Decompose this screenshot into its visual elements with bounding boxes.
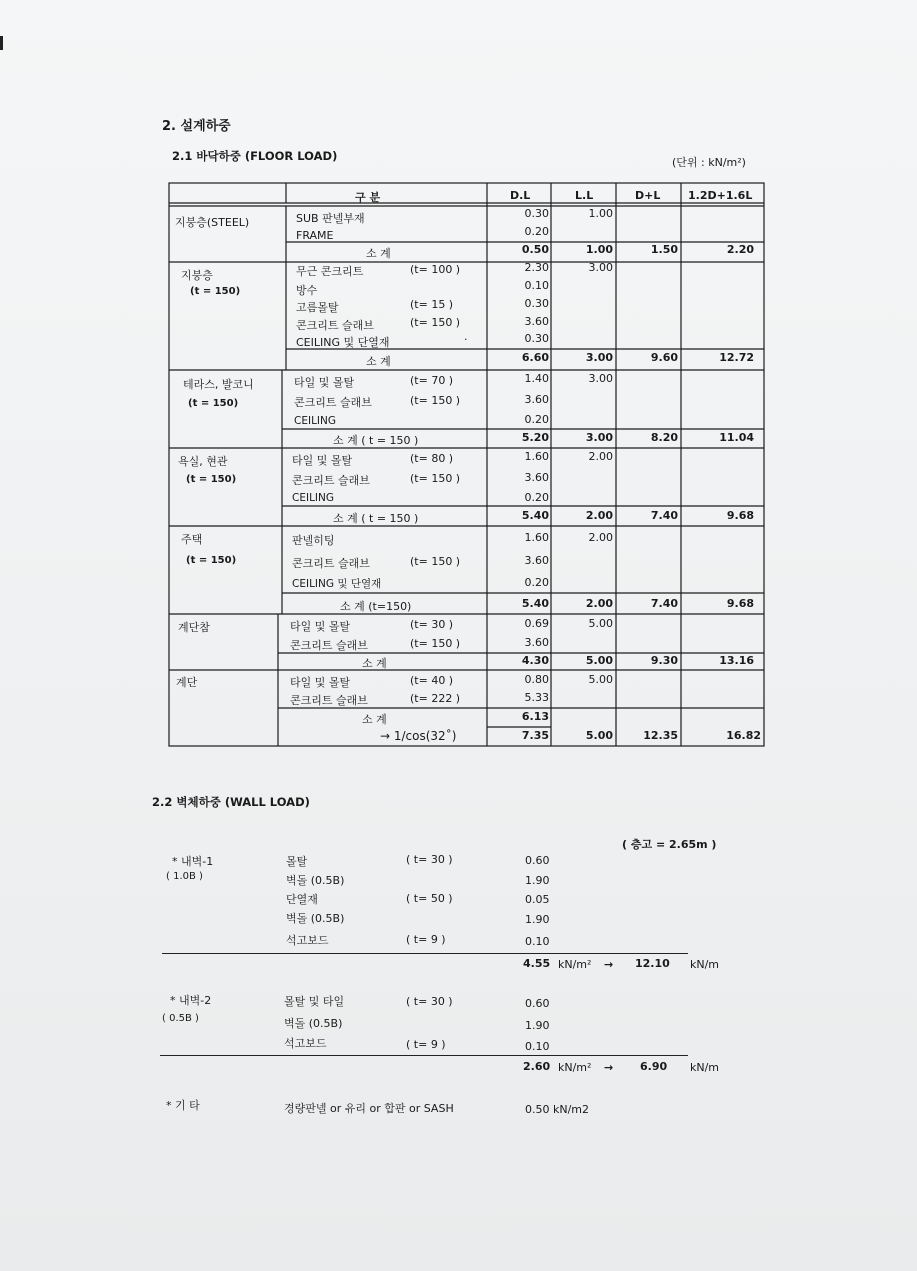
group-sub: (t = 150) — [186, 474, 237, 485]
subtotal-label: 소 계 ( t = 150 ) — [333, 512, 419, 525]
group-sub: (t = 150) — [190, 286, 241, 297]
layer-name: 석고보드 — [286, 934, 329, 947]
subtotal-factored: 16.82 — [726, 729, 761, 742]
item-thickness: (t= 150 ) — [410, 555, 461, 568]
item-name: 무근 콘크리트 — [296, 265, 364, 278]
subtotal-factored: 12.72 — [719, 351, 754, 364]
item-dl: 3.60 — [524, 393, 549, 406]
layer-name: 벽돌 (0.5B) — [286, 874, 345, 887]
wall-result: 6.90 — [640, 1060, 668, 1073]
item-name: CEILING 및 단열재 — [296, 336, 390, 349]
layer-value: 0.60 — [525, 854, 550, 867]
header-ll: L.L — [575, 189, 594, 202]
arrow-icon: → — [604, 958, 614, 971]
wall-sub: ( 0.5B ) — [162, 1013, 199, 1024]
group-sub: (t = 150) — [188, 398, 239, 409]
item-dl: 0.30 — [524, 297, 549, 310]
item-dl: 3.60 — [524, 471, 549, 484]
item-ll: 2.00 — [588, 450, 613, 463]
subtotal-factored: 11.04 — [719, 431, 754, 444]
item-dl: 5.33 — [524, 691, 549, 704]
item-dl: 0.30 — [524, 332, 549, 345]
item-dl: 1.60 — [524, 450, 549, 463]
subtotal-label: 소 계 — [362, 657, 387, 670]
layer-value: 0.60 — [525, 997, 550, 1010]
subtotal-label: 소 계 — [366, 355, 391, 368]
item-name: 고름몰탈 — [296, 301, 339, 314]
item-ll: 1.00 — [588, 207, 613, 220]
layer-name: 석고보드 — [284, 1037, 327, 1050]
subtotal-dl: 6.60 — [521, 351, 549, 364]
item-name: 방수 — [296, 284, 318, 297]
group-name: 지붕층 — [181, 269, 213, 282]
item-dl: 0.30 — [524, 207, 549, 220]
subtotal-ll: 5.00 — [585, 654, 613, 667]
item-ll: 3.00 — [588, 372, 613, 385]
subtotal-dl: 7.35 — [521, 729, 549, 742]
subtotal-dl: 5.40 — [521, 597, 549, 610]
item-thickness: (t= 150 ) — [410, 394, 461, 407]
layer-value: 1.90 — [525, 874, 550, 887]
item-thickness: (t= 150 ) — [410, 316, 461, 329]
item-name: 타일 및 몰탈 — [290, 620, 351, 633]
subtotal-dpl: 9.30 — [650, 654, 678, 667]
layer-name: 몰탈 — [286, 855, 308, 868]
subtotal-label: 소 계 — [362, 713, 387, 726]
item-name: FRAME — [296, 229, 334, 242]
item-dl: 1.40 — [524, 372, 549, 385]
subtotal-ll: 2.00 — [585, 597, 613, 610]
item-dl: 0.69 — [524, 617, 549, 630]
subtotal-label: 소 계 — [366, 247, 391, 260]
wall-sub: ( 1.0B ) — [166, 871, 203, 882]
subtotal-factored: 13.16 — [719, 654, 754, 667]
item-ll: 5.00 — [588, 673, 613, 686]
layer-thickness: ( t= 50 ) — [406, 892, 453, 905]
layer-value: 0.05 — [525, 893, 550, 906]
sum-rule — [162, 953, 688, 954]
group-name: 욕실, 현관 — [178, 455, 228, 468]
item-name: 콘크리트 슬래브 — [294, 396, 372, 409]
item-name: 콘크리트 슬래브 — [296, 319, 374, 332]
header-category: 구 분 — [355, 191, 381, 204]
item-name: 타일 및 몰탈 — [294, 376, 355, 389]
subtotal-dl: 6.13 — [521, 710, 549, 723]
story-height-note: ( 층고 = 2.65m ) — [622, 838, 717, 851]
wall-total: 2.60 — [523, 1060, 551, 1073]
subtotal-label: 소 계 ( t = 150 ) — [333, 434, 419, 447]
group-name: 주택 — [181, 533, 203, 546]
item-thickness: (t= 222 ) — [410, 692, 461, 705]
item-name: 타일 및 몰탈 — [292, 454, 353, 467]
item-ll: 2.00 — [588, 531, 613, 544]
subtotal-factored: 9.68 — [726, 597, 754, 610]
item-thickness: (t= 150 ) — [410, 472, 461, 485]
group-name: 지붕층(STEEL) — [175, 216, 250, 229]
item-name: SUB 판넬부재 — [296, 212, 365, 225]
other-label: * 기 타 — [166, 1099, 200, 1112]
other-value: 0.50 kN/m2 — [525, 1103, 590, 1116]
layer-thickness: ( t= 30 ) — [406, 995, 453, 1008]
subtotal-dpl: 1.50 — [650, 243, 678, 256]
sum-rule — [160, 1055, 688, 1056]
item-thickness: (t= 40 ) — [410, 674, 454, 687]
subtotal-ll: 3.00 — [585, 431, 613, 444]
layer-value: 0.10 — [525, 935, 550, 948]
item-ll: 3.00 — [588, 261, 613, 274]
item-dl: 0.10 — [524, 279, 549, 292]
item-thickness: (t= 15 ) — [410, 298, 454, 311]
arrow-icon: → — [604, 1061, 614, 1074]
item-name: 콘크리트 슬래브 — [292, 557, 370, 570]
subtotal-dpl: 7.40 — [650, 509, 678, 522]
group-name: 계단참 — [178, 621, 210, 634]
unit-note: (단위 : kN/m²) — [672, 156, 746, 169]
item-dl: 2.30 — [524, 261, 549, 274]
subtotal-dpl: 12.35 — [643, 729, 678, 742]
section-title: 2. 설계하중 — [162, 119, 231, 134]
wall-result-unit: kN/m — [690, 1061, 720, 1074]
item-dl: 0.80 — [524, 673, 549, 686]
wall-total: 4.55 — [523, 957, 551, 970]
item-name: CEILING — [294, 415, 336, 427]
item-ll: 5.00 — [588, 617, 613, 630]
header-dl: D.L — [510, 189, 531, 202]
item-name: 콘크리트 슬래브 — [290, 694, 368, 707]
item-dl: 0.20 — [524, 576, 549, 589]
subtotal-factored: 2.20 — [726, 243, 754, 256]
item-thickness: (t= 150 ) — [410, 637, 461, 650]
item-name: CEILING 및 단열재 — [292, 578, 382, 590]
header-dpl: D+L — [635, 189, 661, 202]
item-name: 콘크리트 슬래브 — [290, 639, 368, 652]
item-name: 타일 및 몰탈 — [290, 676, 351, 689]
wall-total-unit: kN/m² — [558, 958, 592, 971]
layer-thickness: ( t= 30 ) — [406, 853, 453, 866]
item-dl: 3.60 — [524, 636, 549, 649]
wall-label: * 내벽-1 — [172, 855, 214, 868]
cos-correction-label: → 1/cos(32˚) — [380, 729, 457, 743]
layer-value: 0.10 — [525, 1040, 550, 1053]
layer-name: 단열재 — [286, 893, 318, 906]
item-thickness: (t= 80 ) — [410, 452, 454, 465]
group-name: 테라스, 발코니 — [183, 378, 254, 391]
item-name: 판넬히팅 — [292, 534, 335, 547]
subtotal-dpl: 7.40 — [650, 597, 678, 610]
wall-result: 12.10 — [635, 957, 670, 970]
group-sub: (t = 150) — [186, 555, 237, 566]
layer-name: 몰탈 및 타일 — [284, 995, 345, 1008]
item-dl: 0.20 — [524, 491, 549, 504]
layer-name: 벽돌 (0.5B) — [286, 912, 345, 925]
layer-thickness: ( t= 9 ) — [406, 933, 446, 946]
item-thickness: (t= 30 ) — [410, 618, 454, 631]
subtotal-label: 소 계 (t=150) — [340, 600, 412, 613]
item-thickness: (t= 100 ) — [410, 263, 461, 276]
item-thickness: . — [464, 330, 468, 343]
subtotal-factored: 9.68 — [726, 509, 754, 522]
wall-label: * 내벽-2 — [170, 994, 212, 1007]
subtotal-ll: 5.00 — [585, 729, 613, 742]
wall-total-unit: kN/m² — [558, 1061, 592, 1074]
item-dl: 0.20 — [524, 413, 549, 426]
subtotal-dpl: 9.60 — [650, 351, 678, 364]
layer-value: 1.90 — [525, 1019, 550, 1032]
subtotal-dl: 4.30 — [521, 654, 549, 667]
floor-load-title: 2.1 바닥하중 (FLOOR LOAD) — [172, 149, 338, 163]
layer-name: 벽돌 (0.5B) — [284, 1017, 343, 1030]
wall-load-title: 2.2 벽체하중 (WALL LOAD) — [152, 795, 310, 809]
layer-thickness: ( t= 9 ) — [406, 1038, 446, 1051]
item-thickness: (t= 70 ) — [410, 374, 454, 387]
item-dl: 3.60 — [524, 315, 549, 328]
subtotal-dl: 0.50 — [521, 243, 549, 256]
item-dl: 3.60 — [524, 554, 549, 567]
item-dl: 0.20 — [524, 225, 549, 238]
subtotal-ll: 2.00 — [585, 509, 613, 522]
header-factored: 1.2D+1.6L — [688, 189, 753, 202]
item-name: CEILING — [292, 492, 334, 504]
subtotal-ll: 1.00 — [585, 243, 613, 256]
group-name: 계단 — [176, 676, 198, 689]
item-dl: 1.60 — [524, 531, 549, 544]
layer-value: 1.90 — [525, 913, 550, 926]
item-name: 콘크리트 슬래브 — [292, 474, 370, 487]
subtotal-ll: 3.00 — [585, 351, 613, 364]
subtotal-dl: 5.40 — [521, 509, 549, 522]
other-description: 경량판넬 or 유리 or 합판 or SASH — [284, 1102, 454, 1115]
subtotal-dpl: 8.20 — [650, 431, 678, 444]
wall-result-unit: kN/m — [690, 958, 720, 971]
subtotal-dl: 5.20 — [521, 431, 549, 444]
